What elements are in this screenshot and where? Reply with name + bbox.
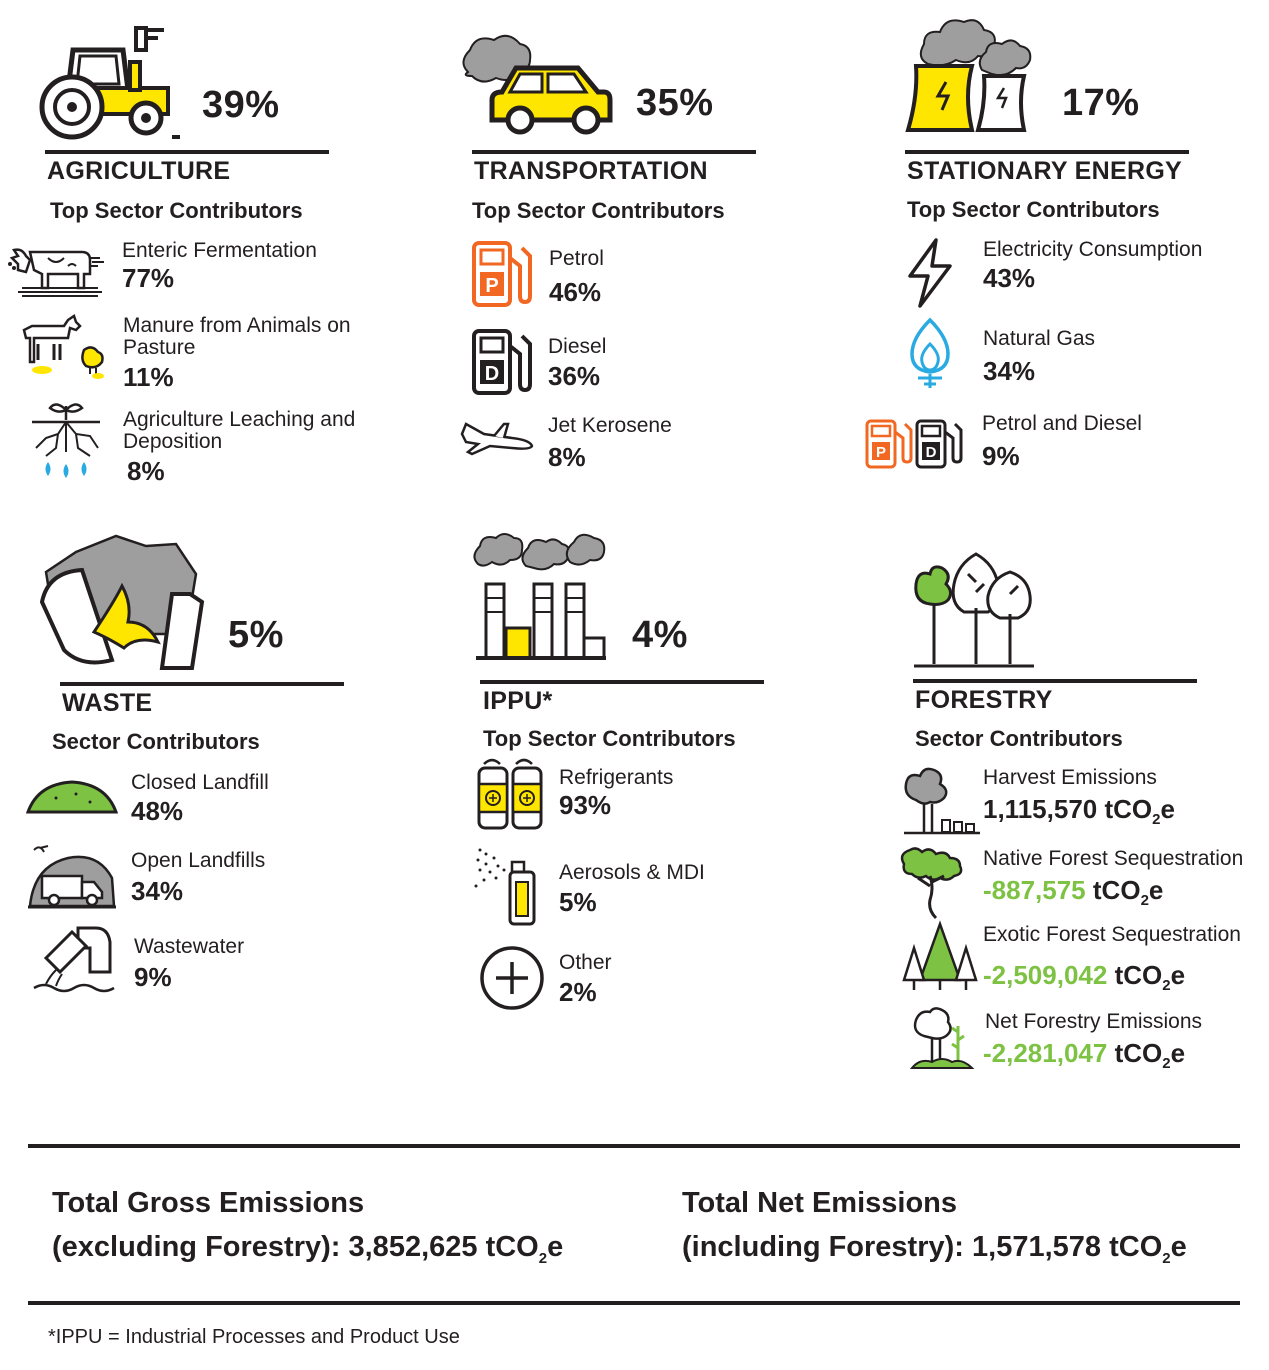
agri-item-1-value: 77% [122, 263, 175, 293]
diesel-letter: D [484, 363, 500, 385]
transportation-rule [472, 150, 756, 154]
net-line-2: (including Forestry): 1,571,578 tCO$_2$e [682, 1231, 1187, 1267]
factory-icon [470, 528, 610, 662]
ippu-item-3-label: Other [559, 951, 612, 974]
stationary-energy-title: STATIONARY ENERGY [907, 157, 1183, 185]
forestry-item-2-value-line [983, 876, 1163, 915]
totals-bottom-rule [28, 1301, 1240, 1305]
fuel-pumps-icon [864, 418, 968, 470]
transport-item-3-value: 8% [548, 442, 586, 472]
ippu-item-3-value: 2% [559, 977, 597, 1007]
ippu-item-2-label: Aerosols & MDI [559, 861, 705, 884]
totals-top-rule [28, 1144, 1240, 1148]
agri-item-3-label: Agriculture Leaching and Deposition [123, 408, 356, 453]
pine-tree-icon [902, 922, 978, 992]
closed-landfill-icon [26, 776, 118, 816]
waste-item-3-value: 9% [134, 962, 172, 992]
petrol-letter: P [485, 275, 499, 297]
forestry-item-1-value: 1,115,570 [983, 794, 1098, 824]
energy-item-3-value: 9% [982, 441, 1020, 471]
aerosol-can-icon [474, 840, 542, 926]
agri-item-2-value: 11% [123, 362, 174, 392]
forestry-rule [913, 679, 1197, 683]
wastewater-pipe-icon [32, 924, 116, 996]
open-landfill-icon [26, 844, 118, 910]
transport-item-3-label: Jet Kerosene [548, 414, 672, 437]
forestry-item-1-label: Harvest Emissions [983, 766, 1157, 789]
transportation-title: TRANSPORTATION [474, 157, 708, 185]
energy-item-1-value: 43% [983, 263, 1036, 293]
waste-item-1-value: 48% [131, 796, 184, 826]
gas-flame-icon [906, 318, 954, 390]
car-smoke-icon [456, 32, 616, 142]
agriculture-rule [45, 150, 329, 154]
energy-item-3-label: Petrol and Diesel [982, 412, 1142, 435]
plus-circle-icon [478, 944, 546, 1012]
transport-item-2-value: 36% [548, 361, 601, 391]
lightning-icon [906, 238, 954, 308]
ippu-item-2-value: 5% [559, 887, 597, 917]
trees-icon [912, 548, 1036, 670]
net-forest-icon [910, 1006, 974, 1070]
gross-line-2: (excluding Forestry): 3,852,625 tCO$_2$e [52, 1231, 564, 1267]
energy-item-2-value: 34% [983, 356, 1036, 386]
forestry-item-3-value: -2,509,042 [983, 960, 1108, 990]
ippu-title: IPPU* [483, 687, 553, 715]
forestry-item-1-value-line [983, 795, 1175, 834]
transportation-subtitle: Top Sector Contributors [472, 198, 725, 223]
forestry-item-2-value: -887,575 [983, 875, 1086, 905]
agri-item-3-value: 8% [127, 456, 165, 486]
power-plant-icon [902, 4, 1042, 134]
net-value: 1,571,578 [972, 1231, 1102, 1263]
waste-subtitle: Sector Contributors [52, 729, 260, 754]
transport-item-2-label: Diesel [548, 335, 607, 358]
unit-label: tCO$_2$e [1114, 1038, 1186, 1073]
native-tree-icon [896, 846, 974, 920]
forestry-title: FORESTRY [915, 686, 1053, 714]
waste-pile-icon [40, 532, 210, 672]
svg-text:P: P [875, 444, 887, 461]
waste-rule [60, 682, 344, 686]
ippu-subtitle: Top Sector Contributors [483, 726, 736, 751]
agriculture-subtitle: Top Sector Contributors [50, 198, 303, 223]
waste-item-3-label: Wastewater [134, 935, 245, 958]
ippu-item-1-label: Refrigerants [559, 766, 674, 789]
transport-item-1-value: 46% [549, 277, 602, 307]
forestry-item-4-label: Net Forestry Emissions [985, 1010, 1203, 1033]
diesel-pump-icon [471, 328, 533, 396]
agri-item-1-label: Enteric Fermentation [122, 239, 317, 262]
harvest-tree-icon [902, 764, 982, 836]
stationary-energy-rule [905, 150, 1189, 154]
ippu-percent: 4% [632, 614, 688, 656]
net-line-1: Total Net Emissions [682, 1187, 958, 1219]
ippu-item-1-value: 93% [559, 790, 612, 820]
energy-item-1-label: Electricity Consumption [983, 238, 1203, 261]
svg-text:D: D [925, 444, 937, 461]
unit-label: tCO$_2$e [485, 1231, 564, 1267]
waste-item-1-label: Closed Landfill [131, 771, 269, 794]
stationary-energy-percent: 17% [1062, 82, 1140, 124]
forestry-item-4-value: -2,281,047 [983, 1038, 1108, 1068]
forestry-item-3-value-line [983, 961, 1185, 1000]
footnote: *IPPU = Industrial Processes and Product Use [48, 1326, 460, 1348]
transport-item-1-label: Petrol [549, 247, 604, 270]
goat-chicken-icon [20, 314, 110, 380]
forestry-subtitle: Sector Contributors [915, 726, 1123, 751]
refrigerant-tanks-icon [476, 756, 544, 832]
ippu-rule [480, 680, 764, 684]
waste-percent: 5% [228, 614, 284, 656]
gross-value: 3,852,625 [348, 1231, 478, 1263]
agriculture-percent: 39% [202, 84, 280, 126]
petrol-pump-icon [471, 240, 533, 308]
forestry-item-3-label: Exotic Forest Sequestration [983, 923, 1241, 946]
agriculture-title: AGRICULTURE [47, 157, 231, 185]
waste-item-2-value: 34% [131, 876, 184, 906]
net-emissions-block [682, 1181, 1187, 1281]
airplane-icon [462, 418, 536, 458]
tractor-icon [38, 22, 188, 140]
unit-label: tCO$_2$e [1114, 960, 1186, 995]
waste-item-2-label: Open Landfills [131, 849, 266, 872]
cow-icon [4, 238, 112, 298]
unit-label: tCO$_2$e [1104, 794, 1175, 829]
transportation-percent: 35% [636, 82, 714, 124]
soil-leaching-icon [30, 398, 102, 486]
forestry-item-2-label: Native Forest Sequestration [983, 847, 1244, 870]
unit-label: tCO$_2$e [1092, 875, 1164, 910]
energy-item-2-label: Natural Gas [983, 327, 1096, 350]
gross-line-1: Total Gross Emissions [52, 1187, 365, 1219]
unit-label: tCO$_2$e [1109, 1231, 1187, 1267]
gross-emissions-block [52, 1181, 563, 1281]
forestry-item-4-value-line [983, 1039, 1185, 1078]
agri-item-2-label: Manure from Animals on Pasture [123, 314, 351, 359]
waste-title: WASTE [62, 689, 153, 717]
stationary-energy-subtitle: Top Sector Contributors [907, 197, 1160, 222]
